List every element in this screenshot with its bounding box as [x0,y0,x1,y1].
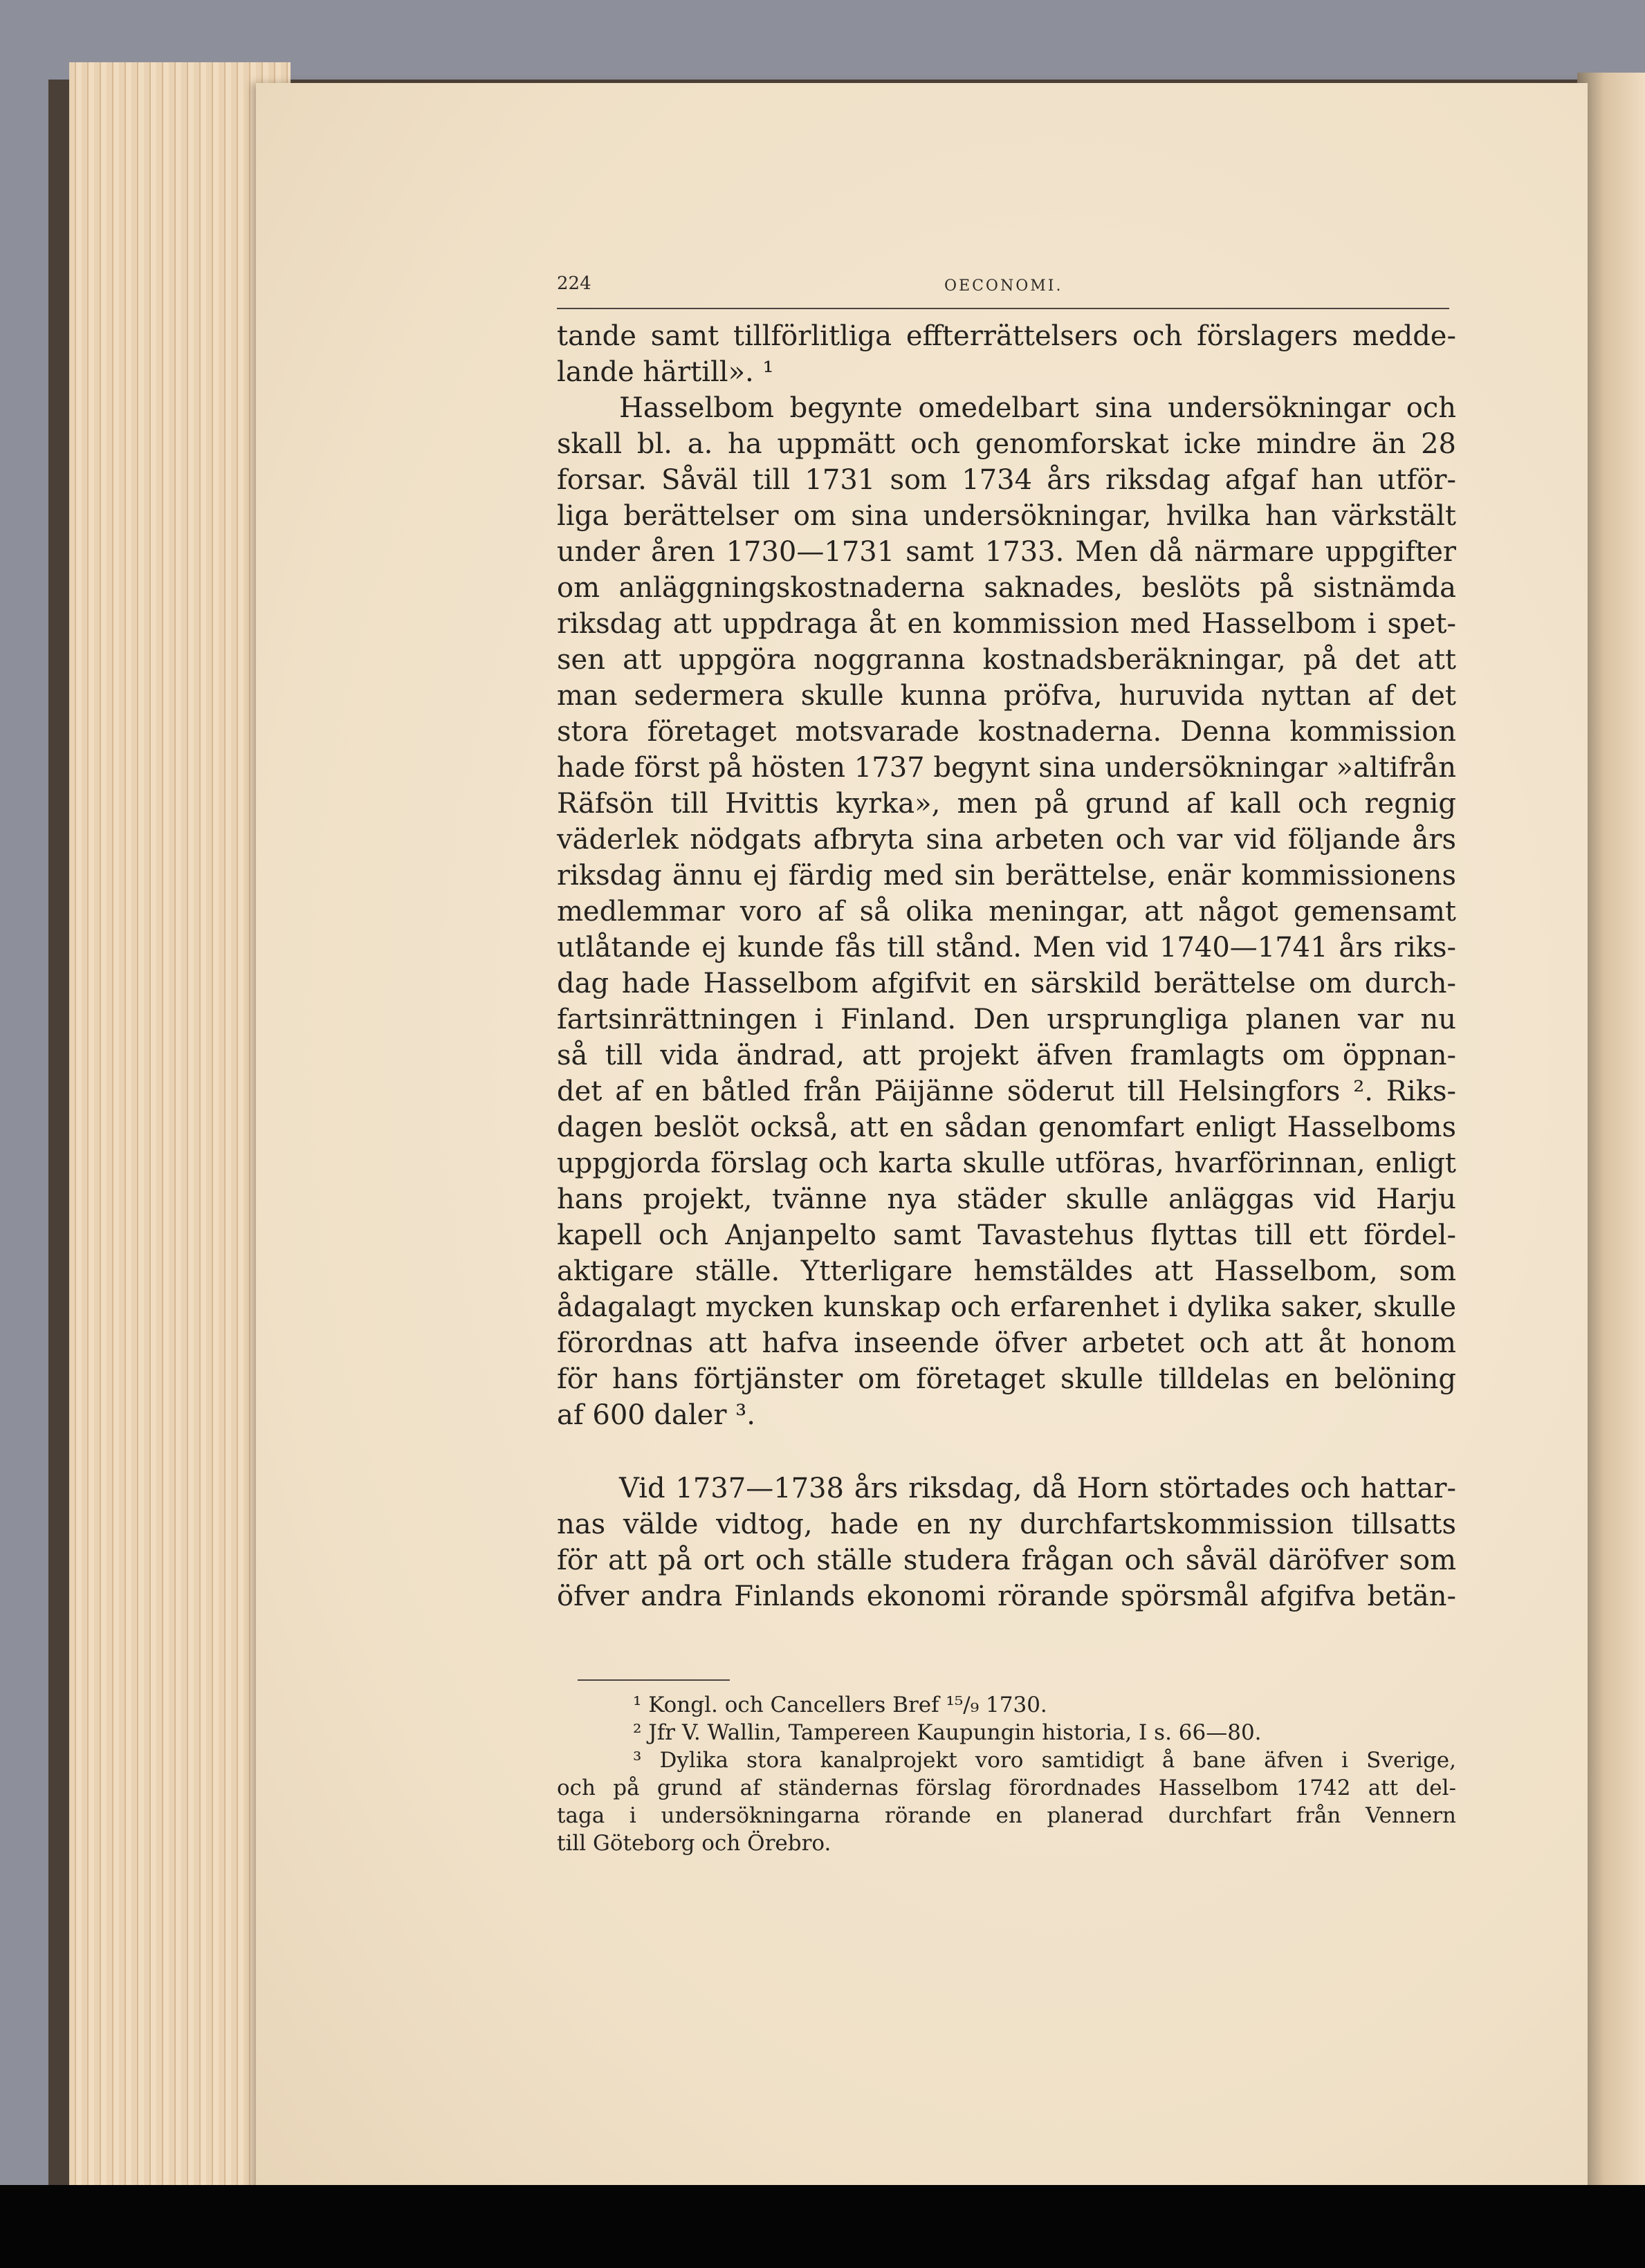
text-line: liga berättelser om sina undersökningar, hvilka han värkstält [557,500,1456,532]
running-head: OECONOMI. [944,277,1063,295]
page-number: 224 [557,273,591,294]
text-line: ådagalagt mycken kunskap och erfarenhet i dylika saker, skulle [557,1291,1456,1323]
footnote-rule [578,1679,730,1681]
text-line: utlåtande ej kunde fås till stånd. Men vid 1740—1741 års riks- [557,932,1456,964]
text-line: tande samt tillförlitliga effterrättelsers och förslagers medde- [557,320,1456,352]
text-line: fartsinrättningen i Finland. Den ursprungliga planen var nu [557,1004,1456,1035]
footnote: ² Jfr V. Wallin, Tampereen Kaupungin historia, I s. 66—80. [633,1720,1262,1745]
text-line: för hans förtjänster om företaget skulle tilldelas en belöning [557,1363,1456,1395]
text-line: lande härtill». ¹ [557,356,774,388]
footnote: ³ Dylika stora kanalprojekt voro samtidigt å bane äfven i Sverige, [633,1748,1456,1773]
text-line: Vid 1737—1738 års riksdag, då Horn störtades och hattar- [619,1473,1456,1504]
text-line: förordnas att hafva inseende öfver arbetet och att åt honom [557,1327,1456,1359]
text-line: hans projekt, tvänne nya städer skulle anläggas vid Harju [557,1183,1456,1215]
text-line: medlemmar voro af så olika meningar, att något gemensamt [557,896,1456,928]
text-line: nas välde vidtog, hade en ny durchfartskommission tillsatts [557,1509,1456,1540]
footnote: ¹ Kongl. och Cancellers Bref ¹⁵/₉ 1730. [633,1693,1047,1717]
text-line: Hasselbom begynte omedelbart sina undersökningar och [619,392,1456,424]
text-line: Räfsön till Hvittis kyrka», men på grund af kall och regnig [557,788,1456,820]
text-line: dagen beslöt också, att en sådan genomfart enligt Hasselboms [557,1112,1456,1143]
page-header [557,273,1449,309]
text-line: sen att uppgöra noggranna kostnadsberäkningar, på det att [557,644,1456,676]
text-line: riksdag att uppdraga åt en kommission med Hasselbom i spet- [557,608,1456,640]
text-line: för att på ort och ställe studera frågan och såväl däröfver som [557,1545,1456,1576]
footnote: taga i undersökningarna rörande en planerad durchfart från Vennern [557,1803,1456,1828]
text-line: så till vida ändrad, att projekt äfven framlagts om öppnan- [557,1040,1456,1071]
text-line: väderlek nödgats afbryta sina arbeten och var vid följande års [557,824,1456,856]
paragraph-gap [557,1433,1456,1470]
text-line: forsar. Såväl till 1731 som 1734 års riksdag afgaf han utför- [557,464,1456,496]
text-line: kapell och Anjanpelto samt Tavastehus flyttas till ett fördel- [557,1219,1456,1251]
text-line: uppgjorda förslag och karta skulle utföras, hvarförinnan, enligt [557,1147,1456,1179]
text-line: af 600 daler ³. [557,1399,755,1431]
footnotes [557,1691,1456,1857]
background-shadow [0,2185,1645,2268]
text-line: under åren 1730—1731 samt 1733. Men då närmare uppgifter [557,536,1456,568]
footnote: till Göteborg och Örebro. [557,1831,831,1856]
text-line: dag hade Hasselbom afgifvit en särskild berättelse om durch- [557,968,1456,999]
text-line: skall bl. a. ha uppmätt och genomforskat icke mindre än 28 [557,428,1456,460]
text-line: riksdag ännu ej färdig med sin berättelse, enär kommissionens [557,860,1456,892]
body-text [557,318,1456,1614]
text-line: om anläggningskostnaderna saknades, beslöts på sistnämda [557,572,1456,604]
text-line: öfver andra Finlands ekonomi rörande spörsmål afgifva betän- [557,1580,1456,1612]
text-line: hade först på hösten 1737 begynt sina undersökningar »altifrån [557,752,1456,784]
text-line: det af en båtled från Päijänne söderut till Helsingfors ². Riks- [557,1076,1456,1107]
text-line: aktigare ställe. Ytterligare hemstäldes att Hasselbom, som [557,1255,1456,1287]
text-line: man sedermera skulle kunna pröfva, huruvida nyttan af det [557,680,1456,712]
text-line: stora företaget motsvarade kostnaderna. Denna kommission [557,716,1456,748]
footnote: och på grund af ständernas förslag förordnades Hasselbom 1742 att del- [557,1776,1456,1800]
